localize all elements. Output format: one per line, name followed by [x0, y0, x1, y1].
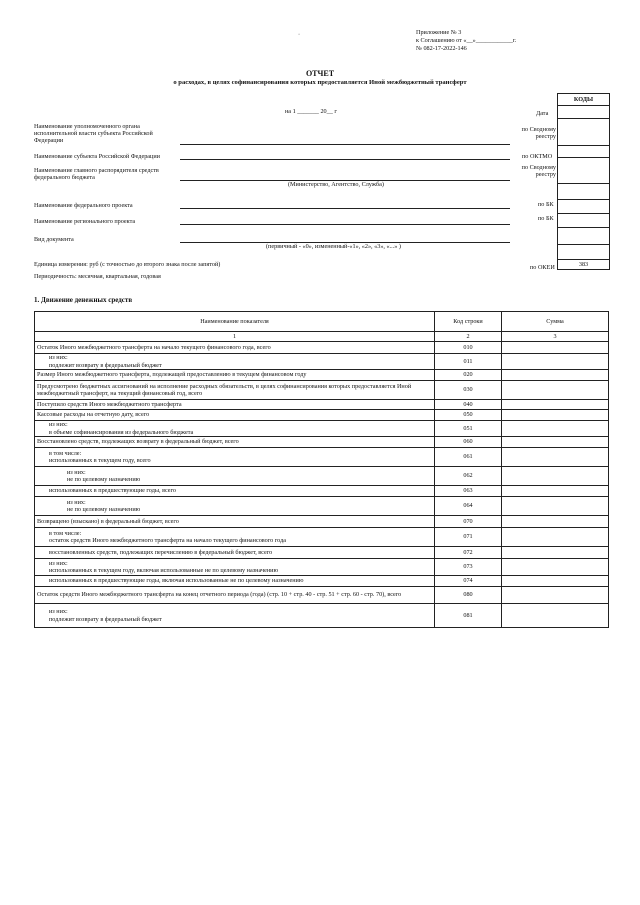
row-sum-input[interactable]: [502, 381, 609, 400]
row-code: 072: [435, 547, 502, 559]
row-sum-input[interactable]: [502, 410, 609, 421]
row-sum-input[interactable]: [502, 400, 609, 410]
row-sum-input[interactable]: [502, 354, 609, 370]
row-name: Восстановлено средств, подлежащих возврату в федеральный бюджет, всего: [35, 437, 435, 448]
row-code: 060: [435, 437, 502, 448]
row-sum-input[interactable]: [502, 516, 609, 528]
row-sum-input[interactable]: [502, 547, 609, 559]
table-row: [35, 437, 609, 448]
row-sum-input[interactable]: [502, 587, 609, 604]
row-sum-input[interactable]: [502, 437, 609, 448]
label-date: Дата: [536, 110, 549, 117]
field-subject-line[interactable]: [180, 159, 510, 160]
table-row: [35, 576, 609, 587]
table-body: [35, 342, 609, 628]
row-code: 081: [435, 604, 502, 628]
page-subtitle: о расходах, в целях софинансирования которых предоставляется Иной межбюджетный трансферт: [173, 79, 467, 86]
row-code: 030: [435, 381, 502, 400]
date-line: на 1 _______ 20__ г: [285, 108, 337, 115]
row-sum-input[interactable]: [502, 576, 609, 587]
row-name: Размер Иного межбюджетного трансферта, подлежащей предоставлению в текущем финансовом году: [35, 370, 435, 381]
row-name: Кассовые расходы на отчетную дату, всего: [35, 410, 435, 421]
row-name: из них: подлежит возврату в федеральный бюджет: [35, 354, 435, 370]
code-okei: 383: [558, 259, 609, 269]
row-code: 071: [435, 528, 502, 547]
code-oktmo[interactable]: [558, 145, 609, 157]
code-date[interactable]: [558, 105, 609, 118]
header-sum: Сумма: [502, 312, 609, 332]
field-regional-project-label: Наименование регионального проекта: [34, 218, 136, 225]
row-sum-input[interactable]: [502, 486, 609, 497]
table-row: [35, 486, 609, 497]
code-extra3[interactable]: [558, 244, 609, 259]
page-title: ОТЧЕТ: [305, 69, 335, 78]
row-sum-input[interactable]: [502, 604, 609, 628]
row-sum-input[interactable]: [502, 467, 609, 486]
row-sum-input[interactable]: [502, 528, 609, 547]
field-subject-label: Наименование субъекта Российской Федерации: [34, 153, 160, 160]
row-sum-input[interactable]: [502, 448, 609, 467]
label-bk2: по БК: [538, 215, 554, 222]
row-name: из них: использованных в текущем году, включая использованные не по целевому назначению: [35, 559, 435, 576]
table-number-row: [35, 332, 609, 342]
table-row: [35, 448, 609, 467]
scan-dot: ·: [298, 31, 301, 38]
row-sum-input[interactable]: [502, 559, 609, 576]
header-num-3: 3: [502, 332, 609, 342]
field-federal-project-label: Наименование федерального проекта: [34, 202, 133, 209]
table-row: [35, 516, 609, 528]
row-name: из них: в объеме софинансирования из федерального бюджета: [35, 421, 435, 437]
code-registry2[interactable]: [558, 157, 609, 183]
code-extra1[interactable]: [558, 183, 609, 199]
section-title: 1. Движение денежных средств: [34, 296, 133, 304]
row-code: 011: [435, 354, 502, 370]
row-name: в том числе: использованных в текущем году, всего: [35, 448, 435, 467]
label-bk1: по БК: [538, 201, 554, 208]
row-code: 080: [435, 587, 502, 604]
row-code: 063: [435, 486, 502, 497]
row-sum-input[interactable]: [502, 497, 609, 516]
field-distributor-label: Наименование главного распорядителя средств федерального бюджета: [34, 167, 159, 182]
field-distributor-hint: (Министерство, Агентство, Служба): [288, 181, 384, 188]
row-code: 061: [435, 448, 502, 467]
label-okei: по ОКЕИ: [530, 264, 555, 271]
table-row: [35, 497, 609, 516]
code-registry1[interactable]: [558, 118, 609, 145]
table-row: [35, 604, 609, 628]
row-name: Остаток средств Иного межбюджетного трансферта на конец отчетного периода (года) (стр. 10 + стр. 40 - стр. 51 + стр. 60 - стр. 70), всего: [35, 587, 435, 604]
row-name: Предусмотрено бюджетных ассигнований на исполнение расходных обязательств, в целях софинансирования которых предоставляется Иной межбюджетный трансферт, на текущий финансовый год, всего: [35, 381, 435, 400]
table-row: [35, 370, 609, 381]
row-code: 051: [435, 421, 502, 437]
table-row: [35, 342, 609, 354]
row-sum-input[interactable]: [502, 370, 609, 381]
field-authority-label: Наименование уполномоченного органа исполнительной власти субъекта Российской Федерации: [34, 123, 153, 145]
field-regional-project-line[interactable]: [180, 224, 510, 225]
row-code: 074: [435, 576, 502, 587]
row-name: Возвращено (взыскано) в федеральный бюджет, всего: [35, 516, 435, 528]
row-name: из них: не по целевому назначению: [35, 497, 435, 516]
table-row: [35, 410, 609, 421]
table-row: [35, 528, 609, 547]
table-row: [35, 467, 609, 486]
row-name: из них: подлежит возврату в федеральный бюджет: [35, 604, 435, 628]
field-doc-type-label: Вид документа: [34, 236, 74, 243]
row-code: 064: [435, 497, 502, 516]
row-name: Остаток Иного межбюджетного трансферта на начало текущего финансового года, всего: [35, 342, 435, 354]
row-code: 073: [435, 559, 502, 576]
table-row: [35, 587, 609, 604]
table-header-row: [35, 312, 609, 332]
row-name: Поступило средств Иного межбюджетного трансферта: [35, 400, 435, 410]
row-name: в том числе: остаток средств Иного межбюджетного трансферта на начало текущего финансового года: [35, 528, 435, 547]
periodicity-text: Периодичность: месячная, квартальная, годовая: [34, 273, 161, 280]
header-num-1: 1: [35, 332, 435, 342]
field-federal-project-line[interactable]: [180, 208, 510, 209]
row-code: 020: [435, 370, 502, 381]
row-sum-input[interactable]: [502, 342, 609, 354]
row-code: 040: [435, 400, 502, 410]
label-oktmo: по ОКТМО: [522, 153, 553, 160]
code-bk1[interactable]: [558, 199, 609, 213]
label-registry1: по Сводному реестру: [521, 126, 556, 141]
row-code: 070: [435, 516, 502, 528]
field-doc-type-hint: (первичный - «0», измененный-«1», «2», «3», «...» ): [266, 243, 401, 250]
codes-box: [557, 93, 610, 270]
table-row: [35, 381, 609, 400]
table-row: [35, 559, 609, 576]
row-code: 062: [435, 467, 502, 486]
cash-flow-table: [34, 311, 609, 628]
table-row: [35, 547, 609, 559]
header-name: Наименование показателя: [35, 312, 435, 332]
row-code: 010: [435, 342, 502, 354]
header-code: Код строки: [435, 312, 502, 332]
row-name: использованных в предшествующие годы, включая использованные не по целевому назначению: [35, 576, 435, 587]
code-bk2[interactable]: [558, 213, 609, 227]
row-sum-input[interactable]: [502, 421, 609, 437]
table-row: [35, 421, 609, 437]
header-num-2: 2: [435, 332, 502, 342]
row-name: восстановленных средств, подлежащих перечислению в федеральный бюджет, всего: [35, 547, 435, 559]
row-name: из них: не по целевому назначению: [35, 467, 435, 486]
codes-header: КОДЫ: [573, 96, 594, 103]
label-registry2: по Сводному реестру: [521, 164, 556, 179]
table-row: [35, 400, 609, 410]
table-row: [35, 354, 609, 370]
row-name: использованных в предшествующие годы, всего: [35, 486, 435, 497]
appendix-line3: № 082-17-2022-146: [416, 45, 467, 52]
appendix-line1: Приложение № 3: [416, 29, 462, 36]
field-authority-line[interactable]: [180, 144, 510, 145]
row-code: 050: [435, 410, 502, 421]
code-extra2[interactable]: [558, 227, 609, 244]
appendix-line2: к Соглашению от «__»____________г.: [416, 37, 517, 44]
unit-text: Единица измерения: руб (с точностью до второго знака после запятой): [34, 261, 221, 268]
